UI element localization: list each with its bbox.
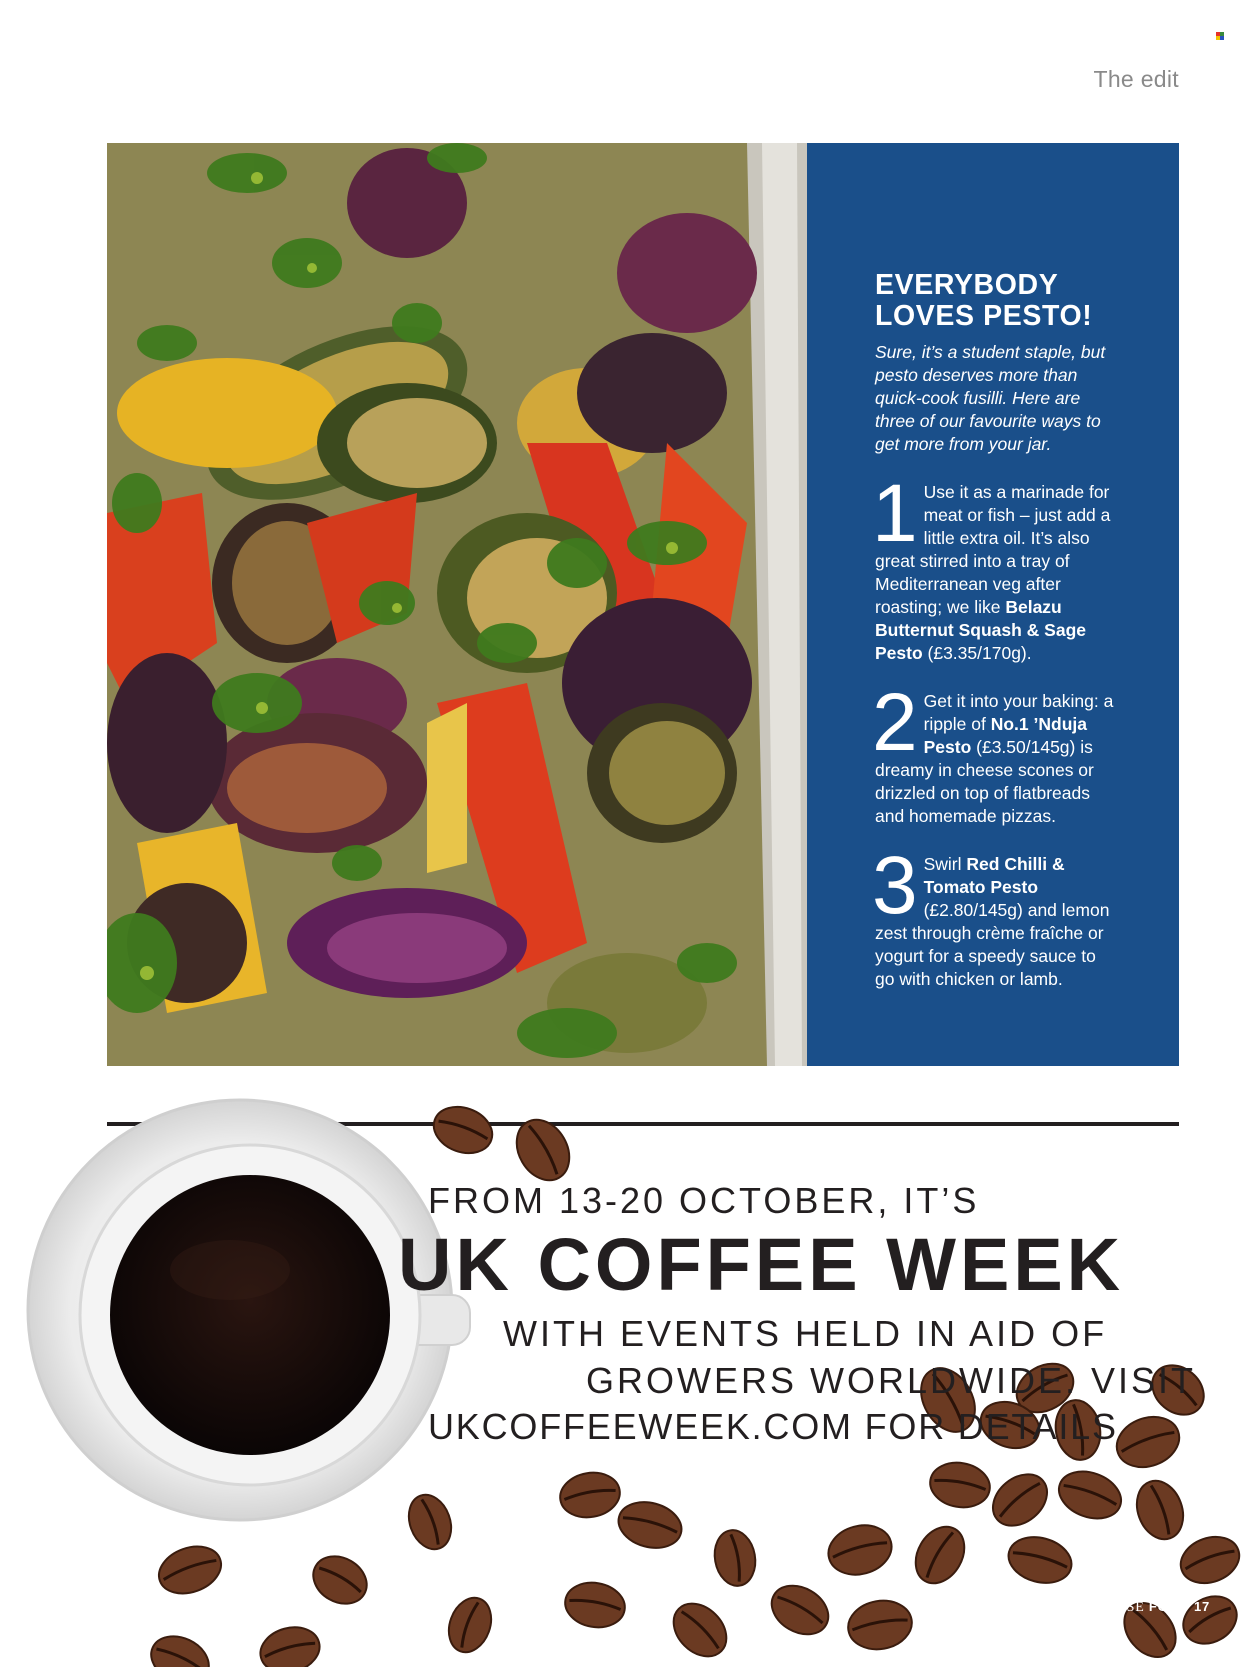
folio-issue: OCTOBER 2025 • WAITROSE bbox=[947, 1600, 1145, 1615]
folio-brand: FOOD bbox=[1148, 1599, 1190, 1614]
feature-intro: Sure, it’s a student staple, but pesto deserves more than quick-cook fusilli. Here are three of our favourite ways to get more from your jar. bbox=[875, 342, 1106, 454]
pesto-text-panel bbox=[807, 143, 1179, 1066]
page-folio bbox=[947, 1599, 1210, 1616]
section-label: The edit bbox=[1093, 66, 1179, 92]
tip-number: 1 bbox=[872, 468, 918, 559]
tip-item: 2 Get it into your baking: a ripple of No.1 ’Nduja Pesto (£3.50/145g) is dreamy in cheese scones or drizzled on top of flatbreads and homemade pizzas. bbox=[872, 677, 1114, 826]
roasted-vegetables-photo bbox=[107, 143, 817, 1066]
tip-number: 3 bbox=[872, 840, 918, 931]
product-name: Red Chilli & Tomato Pesto bbox=[923, 854, 1065, 897]
product-name: No.1 ’Nduja Pesto bbox=[923, 714, 1087, 757]
tip-item: 1 Use it as a marinade for meat or fish – just add a little extra oil. It’s also great stirred into a tray of Mediterranean veg after roasting; we like Belazu Butternut Squash & Sage Pesto (£3.35/170g). bbox=[872, 468, 1111, 663]
page-number: 17 bbox=[1193, 1599, 1210, 1614]
colour-registration-mark bbox=[1216, 32, 1224, 40]
advert-dates: FROM 13-20 OCTOBER, IT’S bbox=[428, 1180, 980, 1221]
advert-line: GROWERS WORLDWIDE. VISIT bbox=[586, 1360, 1197, 1401]
pesto-feature bbox=[107, 143, 1179, 1066]
advert-title: UK COFFEE WEEK bbox=[398, 1223, 1125, 1306]
tip-number: 2 bbox=[872, 677, 918, 768]
feature-headline: EVERYBODY LOVES PESTO! bbox=[875, 269, 1093, 332]
advert-line: WITH EVENTS HELD IN AID OF bbox=[503, 1313, 1108, 1354]
tip-item: 3 Swirl Red Chilli & Tomato Pesto (£2.80/145g) and lemon zest through crème fraîche or yogurt for a speedy sauce to go with chicken or lamb. bbox=[872, 840, 1110, 989]
product-name: Belazu Butternut Squash & Sage Pesto bbox=[875, 597, 1086, 663]
advert-url-line: UKCOFFEEWEEK.COM FOR DETAILS bbox=[428, 1406, 1118, 1447]
